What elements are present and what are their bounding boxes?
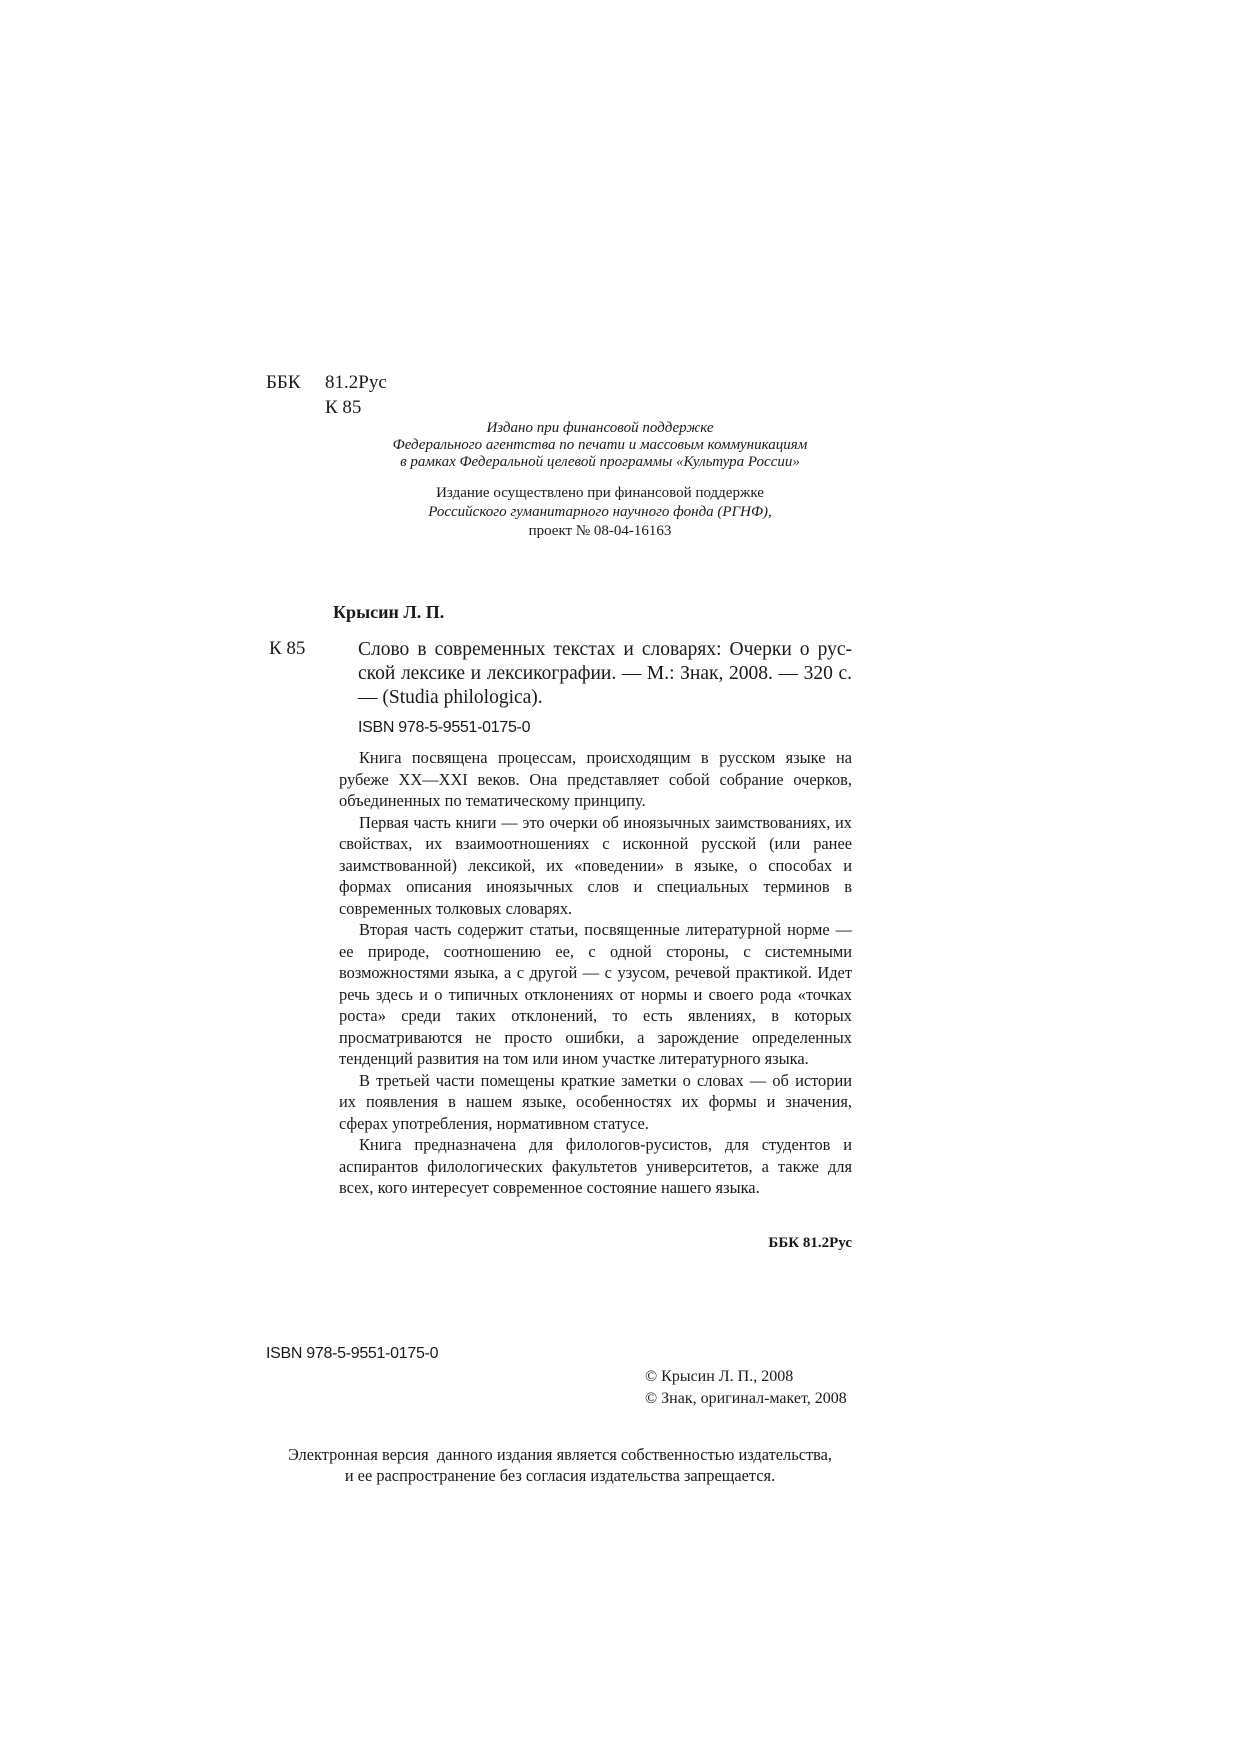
- funding-note-fapmk: [340, 420, 860, 471]
- annotation-paragraph: Вторая часть содержит статьи, посвященные литературной норме — ее природе, соотношению ее, с одной стороны, с системными возможностями языка, а с другой — с узусом, речевой практикой. Идет речь здесь и о типичных отклонениях от нормы и своего рода «точках роста» среди таких отклонений, то есть явлениях, в которых просматриваются не просто ошибки, а зарождение определенных тенденций развития на том или ином участке литературного языка.: [339, 920, 852, 1068]
- funding-line: Федерального агентства по печати и массовым коммуникациям: [392, 437, 808, 453]
- author-heading: Крысин Л. П.: [333, 602, 445, 622]
- annotation-paragraph: Книга предназначена для филологов-русистов, для студентов и аспирантов филологических факультетов университетов, а также для всех, кого интересует современное состояние нашего языка.: [339, 1135, 852, 1197]
- copyright-line: © Знак, оригинал-макет, 2008: [645, 1390, 847, 1407]
- author-code-top: К 85: [325, 397, 362, 418]
- annotation-paragraph: Первая часть книги — это очерки об иноязычных заимствованиях, их свойствах, их взаимоотношениях с исконной русской (или ранее заимствованной) лексикой, их «поведении» в языке, о способах и формах описания иноязычных слов и специальных терминов в современных толковых словарях.: [339, 812, 852, 918]
- annotation-paragraph: В третьей части помещены краткие заметки о словах — об истории их появления в нашем языке, особенностях их формы и значения, сферах употребления, нормативном статусе.: [339, 1070, 852, 1133]
- isbn-bottom: ISBN 978-5-9551-0175-0: [266, 1345, 439, 1362]
- bbk-code: 81.2Рус: [325, 372, 387, 393]
- bbk-label: ББК: [266, 372, 301, 393]
- electronic-version-notice: [240, 1444, 880, 1486]
- notice-line: и ее распространение без согласия издательства запрещается.: [344, 1466, 776, 1485]
- funding-line: Издание осуществлено при финансовой поддержке: [436, 485, 764, 501]
- bbk-index-bottom: ББК 81.2Рус: [768, 1235, 852, 1251]
- annotation: [339, 747, 852, 1199]
- copyright-line: © Крысин Л. П., 2008: [645, 1368, 794, 1385]
- funding-note-rgnf: [340, 484, 860, 541]
- author-code: К 85: [269, 638, 306, 659]
- funding-line: Российского гуманитарного научного фонда (РГНФ),: [428, 504, 772, 520]
- bibliographic-description: Слово в современных текстах и словарях: Очерки о русской лексике и лексикографии. — М.: Знак, 2008. — 320 с. — (Studia philologica).: [358, 639, 852, 708]
- funding-line: проект № 08-04-16163: [528, 523, 672, 539]
- copyright-block: [645, 1366, 847, 1410]
- funding-line: в рамках Федеральной целевой программы «Культура России»: [400, 454, 800, 470]
- annotation-paragraph: Книга посвящена процессам, происходящим в русском языке на рубеже XX—XXI веков. Она представляет собой собрание очерков, объединенных по тематическому принципу.: [339, 748, 852, 810]
- funding-line: Издано при финансовой поддержке: [486, 420, 714, 436]
- isbn: ISBN 978-5-9551-0175-0: [358, 719, 531, 736]
- notice-line: Электронная версия данного издания является собственностью издательства,: [287, 1445, 833, 1464]
